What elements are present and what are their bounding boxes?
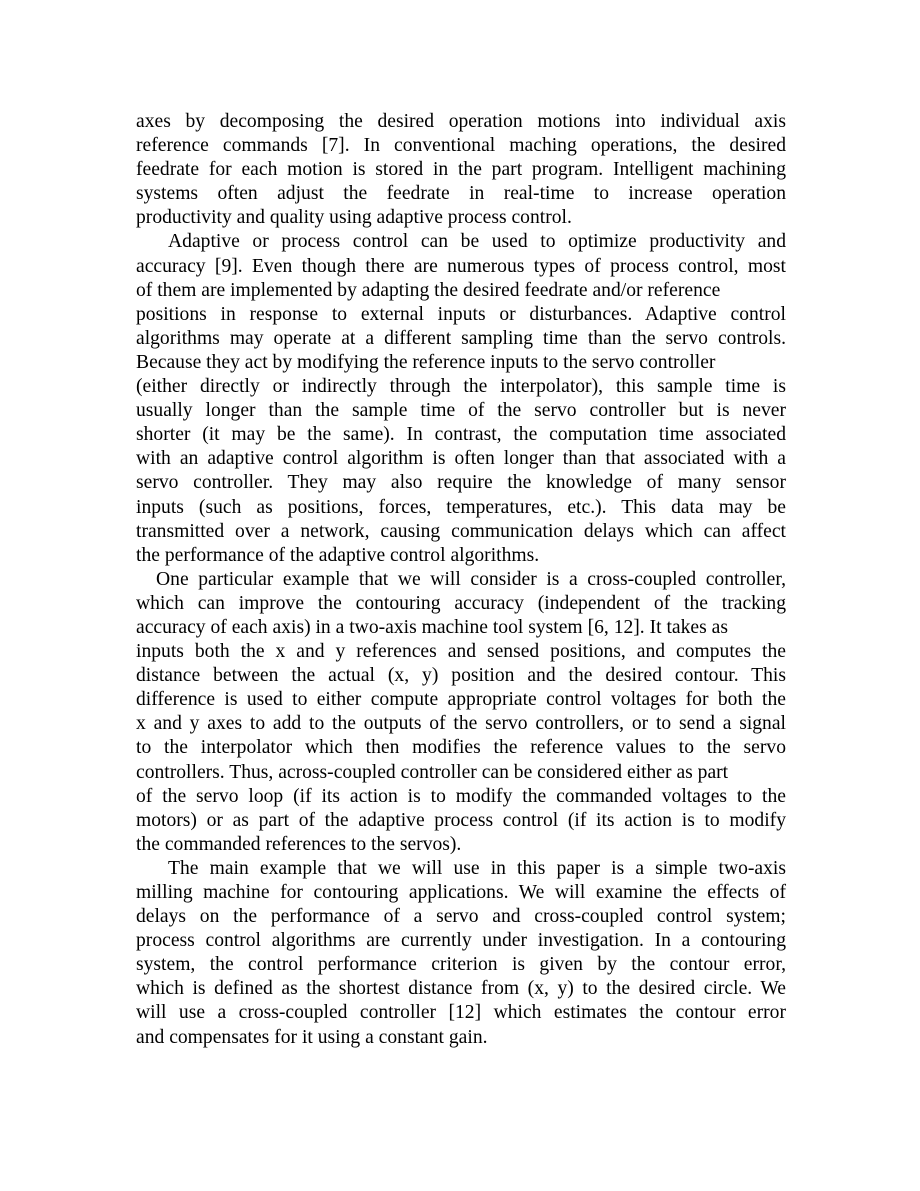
- text-line: inputs (such as positions, forces, temperatures, etc.). This data may be: [136, 496, 786, 518]
- text-line: x and y axes to add to the outputs of the servo controllers, or to send a signal: [136, 713, 786, 735]
- text-line: system, the control performance criterion is given by the contour error,: [136, 954, 786, 976]
- text-line: to the interpolator which then modifies the reference values to the servo: [136, 737, 786, 759]
- text-line: shorter (it may be the same). In contrast, the computation time associated: [136, 424, 786, 446]
- text-line: servo controller. They may also require the knowledge of many sensor: [136, 472, 786, 494]
- body-paragraph: [136, 110, 786, 230]
- text-line: productivity and quality using adaptive process control.: [136, 207, 572, 229]
- text-line: One particular example that we will consider is a cross-coupled controller,: [156, 568, 786, 590]
- text-line: Because they act by modifying the reference inputs to the servo controller: [136, 351, 716, 373]
- body-paragraph: [136, 230, 786, 567]
- text-line: accuracy of each axis) in a two-axis machine tool system [6, 12]. It takes as: [136, 616, 728, 638]
- text-line: The main example that we will use in this paper is a simple two-axis: [168, 857, 786, 879]
- text-line: will use a cross-coupled controller [12] which estimates the contour error: [136, 1002, 786, 1024]
- text-line: milling machine for contouring applications. We will examine the effects of: [136, 882, 786, 903]
- text-line: difference is used to either compute appropriate control voltages for both the: [136, 689, 786, 711]
- text-line: (either directly or indirectly through the interpolator), this sample time is: [136, 376, 786, 398]
- text-line: accuracy [9]. Even though there are numerous types of process control, most: [136, 255, 786, 277]
- text-line: Adaptive or process control can be used to optimize productivity and: [168, 231, 786, 253]
- text-line: controllers. Thus, across-coupled controller can be considered either as part: [136, 761, 729, 783]
- body-paragraph: [136, 568, 786, 857]
- text-line: inputs both the x and y references and sensed positions, and computes the: [136, 641, 786, 663]
- text-line: algorithms may operate at a different sampling time than the servo controls.: [136, 327, 786, 349]
- text-line: process control algorithms are currently under investigation. In a contouring: [136, 930, 786, 952]
- body-paragraph: [136, 857, 786, 1050]
- text-line: motors) or as part of the adaptive process control (if its action is to modify: [136, 809, 786, 831]
- text-line: distance between the actual (x, y) position and the desired contour. This: [136, 665, 786, 687]
- text-line: axes by decomposing the desired operation motions into individual axis: [136, 111, 786, 132]
- text-line: positions in response to external inputs or disturbances. Adaptive control: [136, 303, 786, 325]
- text-line: the commanded references to the servos).: [136, 833, 462, 855]
- text-line: of them are implemented by adapting the desired feedrate and/or reference: [136, 279, 721, 301]
- text-line: with an adaptive control algorithm is often longer than that associated with a: [136, 448, 786, 470]
- text-line: systems often adjust the feedrate in real-time to increase operation: [136, 183, 786, 205]
- text-line: feedrate for each motion is stored in the part program. Intelligent machining: [136, 159, 786, 181]
- text-line: usually longer than the sample time of the servo controller but is never: [136, 400, 786, 422]
- text-line: the performance of the adaptive control algorithms.: [136, 544, 540, 566]
- text-line: transmitted over a network, causing communication delays which can affect: [136, 520, 786, 542]
- text-line: and compensates for it using a constant gain.: [136, 1026, 488, 1048]
- text-line: delays on the performance of a servo and cross-coupled control system;: [136, 906, 786, 928]
- text-line: which is defined as the shortest distance from (x, y) to the desired circle. We: [136, 978, 786, 1000]
- text-line: which can improve the contouring accuracy (independent of the tracking: [136, 592, 786, 614]
- text-line: reference commands [7]. In conventional maching operations, the desired: [136, 135, 786, 157]
- text-line: of the servo loop (if its action is to modify the commanded voltages to the: [136, 785, 786, 807]
- page-body: [136, 110, 786, 1050]
